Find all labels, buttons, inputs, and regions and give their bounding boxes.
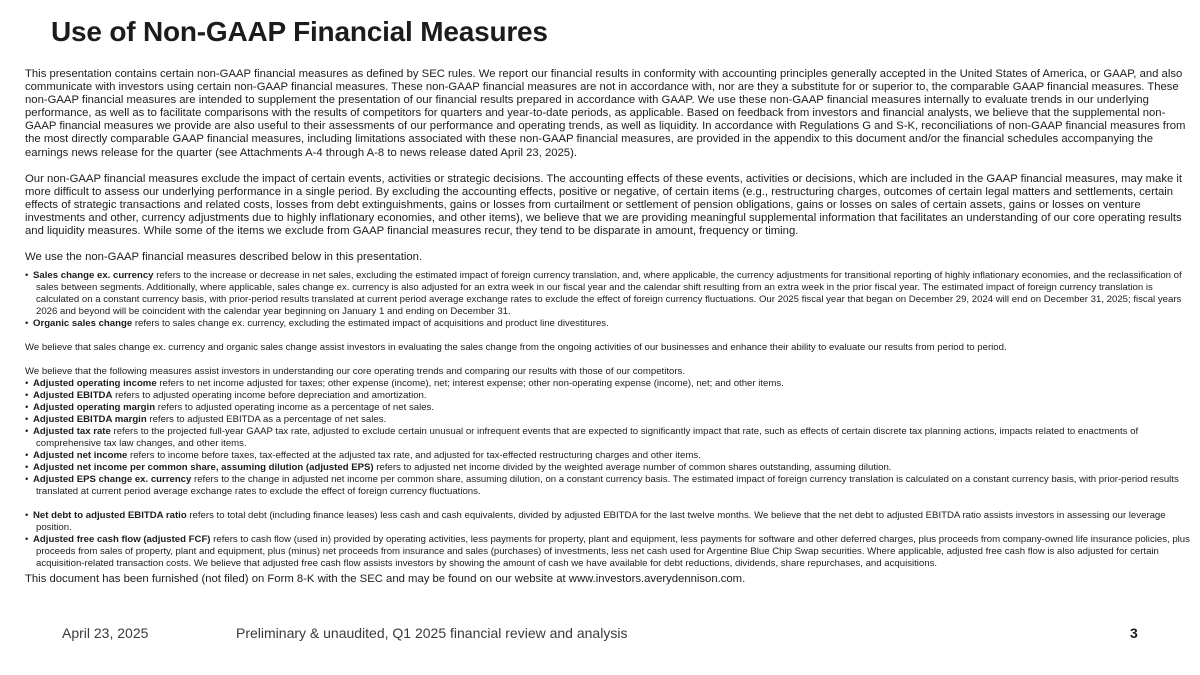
list-item [25, 270, 1193, 318]
bullet-list-sales [25, 270, 1193, 330]
bullet-icon: • [25, 462, 29, 474]
bullet-icon: • [25, 318, 29, 330]
bullet-icon: • [25, 378, 29, 390]
bullet-icon: • [25, 414, 29, 426]
term-definition: refers to adjusted net income divided by the weighted average number of common shares outstanding, assuming dilution. [373, 462, 892, 474]
body-content [25, 68, 1193, 598]
list-item [25, 510, 1193, 534]
term-definition: refers to the increase or decrease in net sales, excluding the estimated impact of foreign currency translation, and, where applicable, the currency adjustments for transitional reporting of highly inflationary economies, and the reclassification of sales between segments. Additionally, where applicable, sales change ex. currency is also adjusted for an extra week in our fiscal year and the calendar shift resulting from an extra week in the prior fiscal year. The estimated impact of foreign currency translation is calculated on a constant currency basis, with prior-period results translated at current period average exchange rates to exclude the effect of foreign currency fluctuations. Our 2025 fiscal year that began on December 29, 2024 will end on December 31, 2025; fiscal years 2026 and beyond will be coincident with the calendar year beginning on January 1 and ending on December 31. [36, 270, 1182, 318]
term-definition: refers to cash flow (used in) provided by operating activities, less payments for property, plant and equipment, less payments for software and other deferred charges, plus proceeds from company-owned life insurance policies, plus proceeds from sales of property, plant and equipment, plus (minus) net proceeds from insurance and sales (purchases) of investments, less net cash used for Argentine Blue Chip Swap securities. Where applicable, adjusted free cash flow is also adjusted for certain acquisition-related transaction costs. We believe that adjusted free cash flow assists investors by showing the amount of cash we have available for debt reductions, dividends, share repurchases, and acquisitions. [36, 534, 1190, 570]
term-label: Organic sales change [33, 318, 133, 330]
list-item [25, 450, 1193, 462]
term-label: Sales change ex. currency [33, 270, 154, 282]
term-label: Adjusted net income per common share, assuming dilution (adjusted EPS) [33, 462, 374, 474]
term-label: Adjusted free cash flow (adjusted FCF) [33, 534, 211, 546]
list-item [25, 462, 1193, 474]
term-definition: refers to income before taxes, tax-effected at the adjusted tax rate, and adjusted for tax-effected restructuring charges and other items. [127, 450, 701, 462]
bullet-icon: • [25, 450, 29, 462]
term-label: Adjusted operating margin [33, 402, 156, 414]
term-label: Adjusted tax rate [33, 426, 111, 438]
list-item [25, 474, 1193, 498]
term-definition: refers to adjusted operating income as a percentage of net sales. [155, 402, 434, 414]
bullet-icon: • [25, 510, 29, 522]
closing-statement: This document has been furnished (not filed) on Form 8-K with the SEC and may be found on our website at www.investors.averydennison.com. [25, 573, 746, 586]
term-label: Adjusted EPS change ex. currency [33, 474, 192, 486]
list-item [25, 318, 1193, 330]
term-definition: refers to sales change ex. currency, excluding the estimated impact of acquisitions and product line divestitures. [132, 318, 609, 330]
term-definition: refers to total debt (including finance leases) less cash and cash equivalents, divided by adjusted EBITDA for the last twelve months. We believe that the net debt to adjusted EBITDA ratio assists investors in assessing our leverage position. [36, 510, 1166, 534]
term-label: Adjusted EBITDA margin [33, 414, 147, 426]
bullet-list-measures [25, 378, 1193, 498]
sales-statement: We believe that sales change ex. currency and organic sales change assist investors in evaluating the sales change from the ongoing activities of our businesses and enhance their ability to evaluate our results from period to period. [25, 342, 1007, 354]
term-definition: refers to adjusted operating income before depreciation and amortization. [112, 390, 427, 402]
list-item [25, 390, 1193, 402]
bullet-icon: • [25, 402, 29, 414]
term-label: Adjusted EBITDA [33, 390, 113, 402]
intro-paragraph-1: This presentation contains certain non-GAAP financial measures as defined by SEC rules. We report our financial results in conformity with accounting principles generally accepted in the United States of America, or GAAP, and also communicate with investors using certain non-GAAP financial measures. These non-GAAP financial measures are not in accordance with, nor are they a substitute for or superior to, the comparable GAAP financial measures. These non-GAAP financial measures are intended to supplement the presentation of our financial results prepared in accordance with GAAP. We use these non-GAAP financial measures internally to evaluate trends in our underlying performance, as well as to facilitate comparisons with the results of competitors for quarters and year-to-date periods, as applicable. Based on feedback from investors and financial analysts, we believe that the supplemental non-GAAP financial measures we provide are also useful to their assessments of our performance and operating trends, as well as liquidity. In accordance with Regulations G and S-K, reconciliations of non-GAAP financial measures from the most directly comparable GAAP financial measures, including limitations associated with these non-GAAP financial measures, are provided in the appendix to this document and/or the financial schedules accompanying the earnings news release for the quarter (see Attachments A-4 through A-8 to news release dated April 23, 2025). [25, 68, 1186, 159]
bullet-icon: • [25, 270, 29, 282]
term-label: Adjusted operating income [33, 378, 157, 390]
bullet-list-liquidity [25, 510, 1193, 570]
list-item [25, 378, 1193, 390]
term-definition: refers to the change in adjusted net income per common share, assuming dilution, on a constant currency basis. The estimated impact of foreign currency translation is calculated on a constant currency basis, with prior-period results translated at current period average exchange rates to exclude the effect of foreign currency fluctuations. [36, 474, 1179, 498]
term-label: Net debt to adjusted EBITDA ratio [33, 510, 187, 522]
footer-date: April 23, 2025 [62, 625, 149, 641]
term-label: Adjusted net income [33, 450, 128, 462]
term-definition: refers to adjusted EBITDA as a percentage of net sales. [146, 414, 387, 426]
page-number: 3 [1130, 625, 1138, 641]
list-item [25, 426, 1193, 450]
term-definition: refers to net income adjusted for taxes; other expense (income), net; interest expense; other non-operating expense (income), net; and other items. [156, 378, 784, 390]
list-item [25, 402, 1193, 414]
bullet-icon: • [25, 390, 29, 402]
bullet-icon: • [25, 534, 29, 546]
list-item [25, 414, 1193, 426]
footer-description: Preliminary & unaudited, Q1 2025 financial review and analysis [236, 625, 628, 641]
bullet-icon: • [25, 426, 29, 438]
measures-intro: We believe that the following measures assist investors in understanding our core operating trends and comparing our results with those of our competitors. [25, 366, 686, 378]
term-definition: refers to the projected full-year GAAP tax rate, adjusted to exclude certain unusual or infrequent events that are expected to significantly impact that rate, such as effects of certain discrete tax planning actions, impacts related to enactments of comprehensive tax law changes, and other items. [36, 426, 1139, 450]
intro-paragraph-3: We use the non-GAAP financial measures described below in this presentation. [25, 251, 423, 264]
bullet-icon: • [25, 474, 29, 486]
list-item [25, 534, 1193, 570]
page-title: Use of Non-GAAP Financial Measures [51, 16, 548, 47]
intro-paragraph-2: Our non-GAAP financial measures exclude the impact of certain events, activities or strategic decisions. The accounting effects of these events, activities or decisions, which are included in the GAAP financial measures, may make it more difficult to assess our underlying performance in a single period. By excluding the accounting effects, positive or negative, of certain items (e.g., restructuring charges, outcomes of certain legal matters and settlements, certain effects of strategic transactions and related costs, losses from debt extinguishments, gains or losses from curtailment or settlement of pension obligations, gains or losses on sales of certain assets, gains or losses on venture investments and other, currency adjustments due to highly inflationary economies, and other items), we believe that we are providing meaningful supplemental information that facilitates an understanding of our core operating results and liquidity measures. While some of the items we exclude from GAAP financial measures recur, they tend to be disparate in amount, frequency or timing. [25, 172, 1183, 238]
